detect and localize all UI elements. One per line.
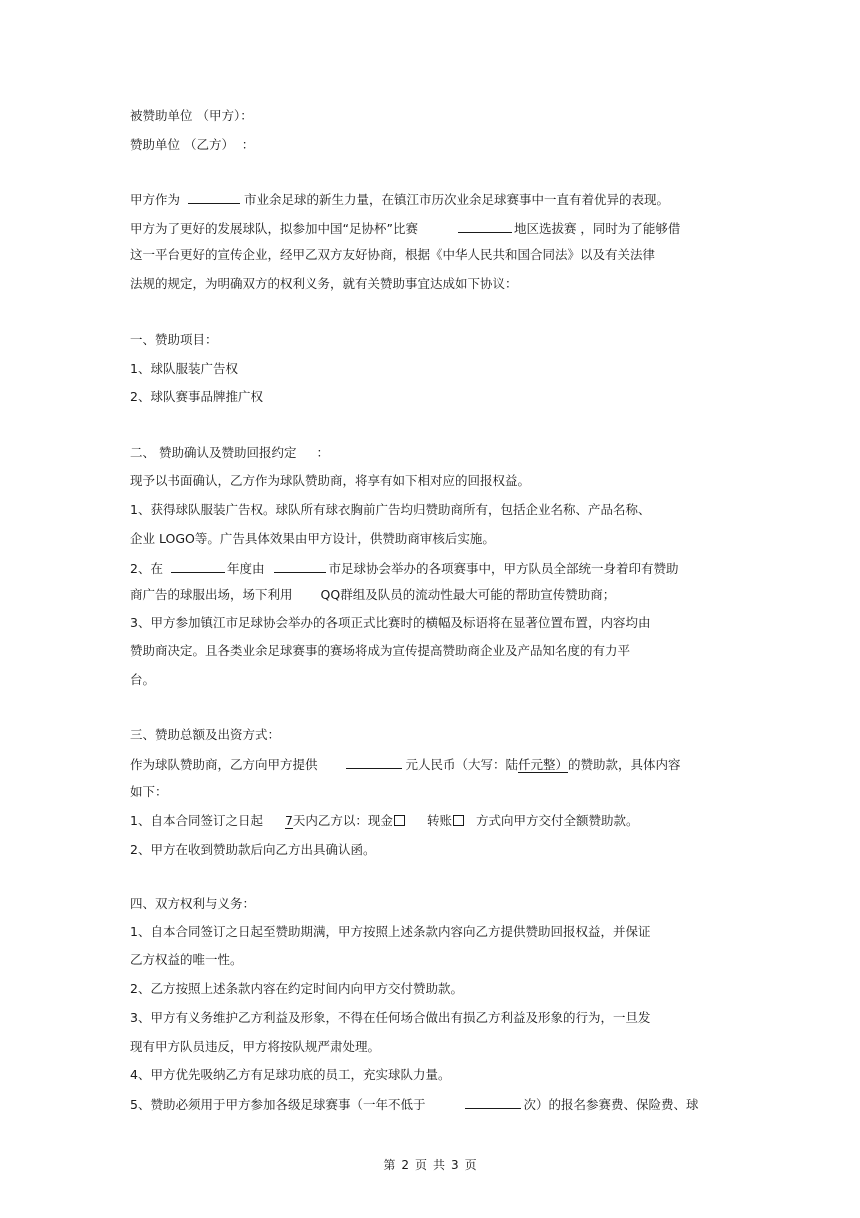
total-pages: 3 xyxy=(451,1158,459,1172)
section3-title: 三、赞助总额及出资方式： xyxy=(130,727,281,742)
section3-para-1b: 如下： xyxy=(130,784,168,799)
checkbox-cash[interactable] xyxy=(394,815,405,826)
section4-item-3b: 现有甲方队员违反，甲方将按队规严肃处理。 xyxy=(130,1039,381,1054)
amount-words: 仟元整） xyxy=(518,757,569,772)
section1-title: 一、赞助项目： xyxy=(130,332,218,347)
section2-item-3b: 赞助商决定。且各类业余足球赛事的赛场将成为宣传提高赞助商企业及产品知名度的有力平 xyxy=(130,643,631,658)
section4-item-2: 2、乙方按照上述条款内容在约定时间内向甲方交付赞助款。 xyxy=(130,981,463,996)
intro-line-4: 法规的规定，为明确双方的权利义务，就有关赞助事宜达成如下协议： xyxy=(130,276,518,291)
item-text: 方式向甲方交付全额赞助款。 xyxy=(475,813,639,828)
item-text: 年度由 xyxy=(226,561,265,576)
section4-title: 四、双方权利与义务： xyxy=(130,896,256,911)
item-text: QQ群组及队员的流动性最大可能的帮助宣传赞助商； xyxy=(320,587,616,602)
intro-text: 地区选拔赛 ，同时为了能够借 xyxy=(513,221,681,236)
item-text: 2、在 xyxy=(130,561,163,576)
item-text: 市足球协会举办的各项赛事中，甲方队员全部统一身着印有赞助 xyxy=(328,561,679,576)
section4-item-4: 4、甲方优先吸纳乙方有足球功底的员工，充实球队力量。 xyxy=(130,1067,451,1082)
item-text: 转账 xyxy=(426,813,452,828)
section2-title-text: 二、 赞助确认及赞助回报约定 xyxy=(130,445,297,460)
section2-item-3c: 台。 xyxy=(130,672,156,687)
sponsee-line xyxy=(130,108,253,124)
intro-line-1 xyxy=(130,190,669,208)
section1-item-1: 1、球队服装广告权 xyxy=(130,361,238,376)
item-text: 次）的报名参赛费、保险费、球 xyxy=(523,1097,699,1112)
sponsor-label: 赞助单位 （乙方） xyxy=(130,137,228,152)
intro-line-2 xyxy=(130,219,680,237)
intro-text: 市业余足球的新生力量，在镇江市历次业余足球赛事中一直有着优异的表现。 xyxy=(244,192,670,207)
days-value: 7 xyxy=(284,813,293,828)
footer-text: 页 xyxy=(414,1158,427,1172)
para-text: 的赞助款，具体内容 xyxy=(568,757,681,772)
section2-title-colon: ： xyxy=(316,445,329,460)
page-footer xyxy=(0,1156,860,1173)
intro-text: 甲方为了更好的发展球队，拟参加中国“足协杯”比赛 xyxy=(130,221,418,236)
intro-line-3: 这一平台更好的宣传企业，经甲乙双方友好协商，根据《中华人民共和国合同法》以及有关法律 xyxy=(130,247,656,262)
blank-times xyxy=(465,1095,521,1109)
page-number: 2 xyxy=(401,1158,409,1172)
blank-city xyxy=(188,190,240,204)
blank-amount xyxy=(346,755,402,769)
section4-item-1a: 1、自本合同签订之日起至赞助期满，甲方按照上述条款内容向乙方提供赞助回报权益，并保证 xyxy=(130,924,651,939)
section2-item-2a xyxy=(130,559,678,577)
blank-city xyxy=(274,559,326,573)
item-text: 天内乙方以：现金 xyxy=(292,813,393,828)
blank-year xyxy=(171,559,225,573)
section4-item-5 xyxy=(130,1095,698,1113)
section2-intro: 现予以书面确认，乙方作为球队赞助商，将享有如下相对应的回报权益。 xyxy=(130,473,531,488)
item-text: 5、赞助必须用于甲方参加各级足球赛事（一年不低于 xyxy=(130,1097,426,1112)
footer-text: 共 xyxy=(433,1158,446,1172)
section1-item-2: 2、球队赛事品牌推广权 xyxy=(130,389,263,404)
sponsor-colon: ： xyxy=(241,137,255,152)
section2-item-3a: 3、甲方参加镇江市足球协会举办的各项正式比赛时的横幅及标语将在显著位置布置，内容均由 xyxy=(130,615,651,630)
item-text: 1、自本合同签订之日起 xyxy=(130,813,263,828)
section3-para-1 xyxy=(130,755,681,773)
blank-region xyxy=(458,219,512,233)
footer-text: 页 xyxy=(464,1158,477,1172)
sponsee-label: 被赞助单位 （甲方）： xyxy=(130,108,253,123)
para-text: 元人民币（大写：陆 xyxy=(405,757,519,772)
section2-item-1a: 1、获得球队服装广告权。球队所有球衣胸前广告均归赞助商所有，包括企业名称、产品名称、 xyxy=(130,502,651,517)
section2-item-1b: 企业 LOGO等。广告具体效果由甲方设计，供赞助商审核后实施。 xyxy=(130,531,495,546)
para-text: 作为球队赞助商，乙方向甲方提供 xyxy=(130,757,318,772)
section4-item-3a: 3、甲方有义务维护乙方利益及形象，不得在任何场合做出有损乙方利益及形象的行为，一旦发 xyxy=(130,1010,651,1025)
section2-item-2b xyxy=(130,587,615,603)
item-text: 商广告的球服出场，场下利用 xyxy=(130,587,293,602)
sponsor-line xyxy=(130,137,254,153)
section3-item-1 xyxy=(130,813,638,829)
section3-item-2: 2、甲方在收到赞助款后向乙方出具确认函。 xyxy=(130,842,376,857)
intro-text: 甲方作为 xyxy=(130,192,181,207)
footer-text: 第 xyxy=(383,1158,396,1172)
section2-title xyxy=(130,445,329,461)
section4-item-1b: 乙方权益的唯一性。 xyxy=(130,952,243,967)
checkbox-transfer[interactable] xyxy=(453,815,464,826)
